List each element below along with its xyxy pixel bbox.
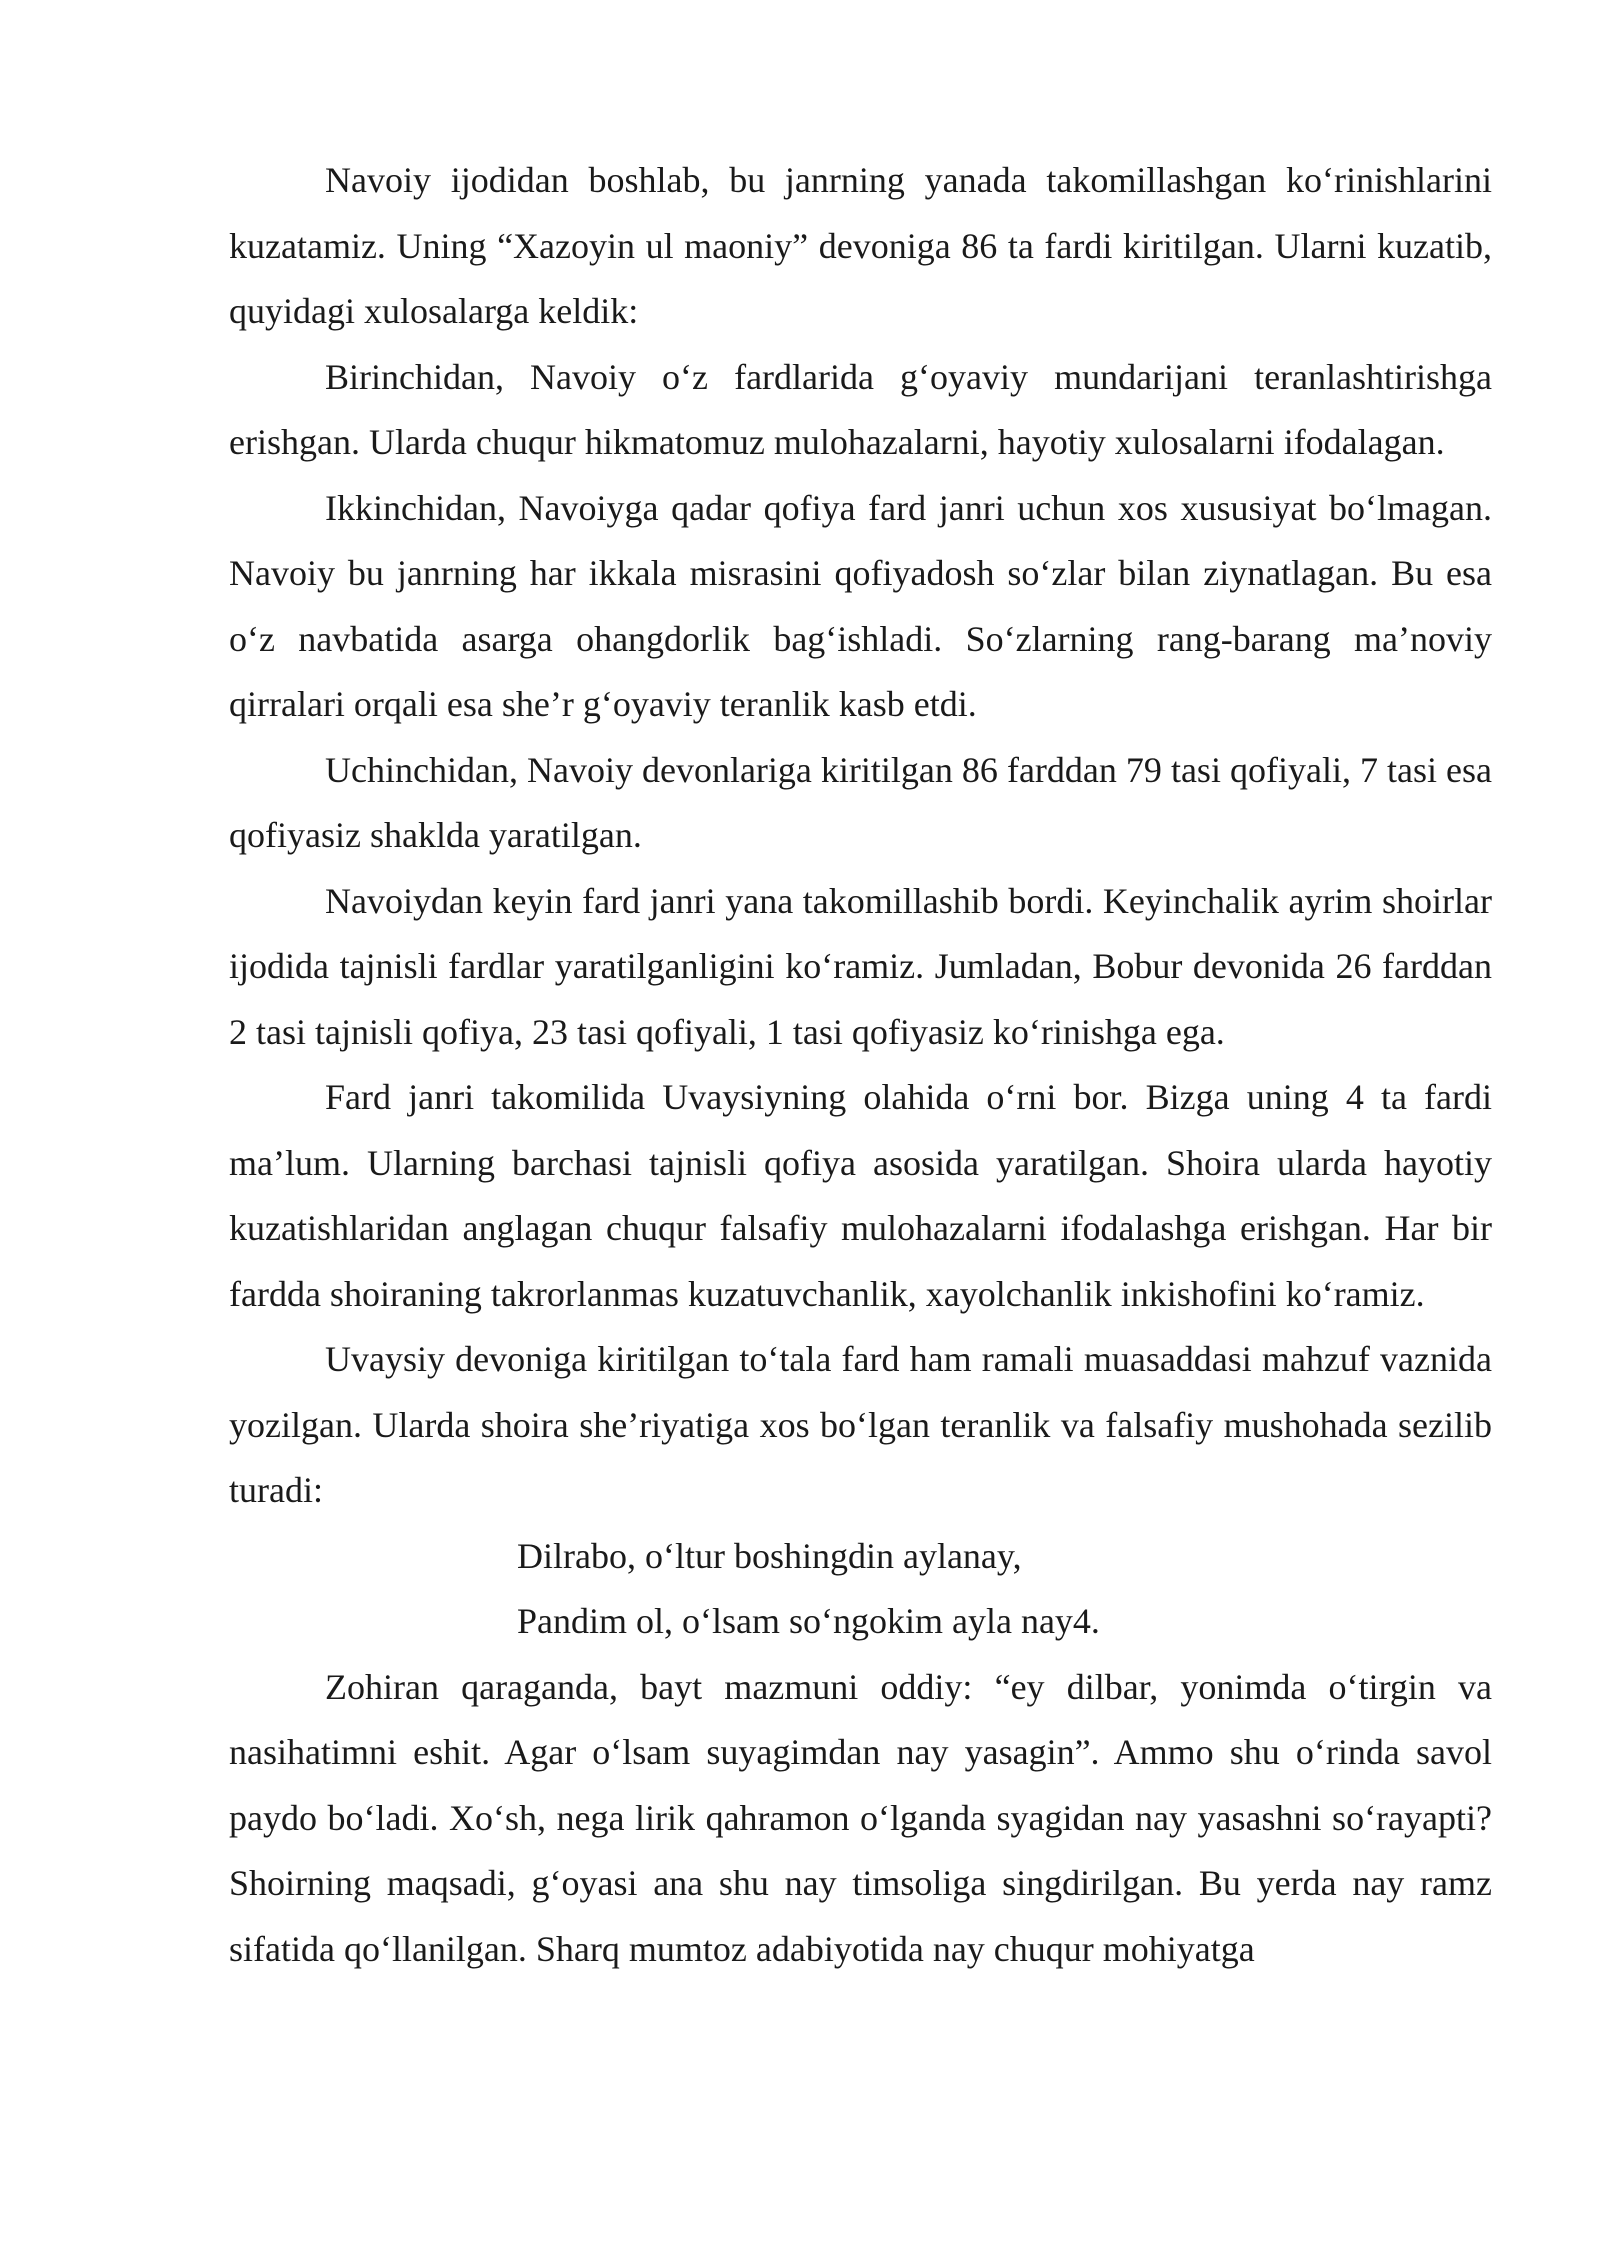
- paragraph-uvaysiy-devon: Uvaysiy devoniga kiritilgan to‘tala fard ham ramali muasaddasi mahzuf vaznida yozilgan. Ularda shoira she’riyatiga xos bo‘lgan teranlik va falsafiy mushohada sezilib turadi:: [229, 1339, 1492, 1510]
- verse-line-2: Pandim ol, o‘lsam so‘ngokim ayla nay4.: [517, 1601, 1100, 1641]
- paragraph-zohiran: Zohiran qaraganda, bayt mazmuni oddiy: “ey dilbar, yonimda o‘tirgin va nasihatimni eshit. Agar o‘lsam suyagimdan nay yasagin”. Ammo shu o‘rinda savol paydo bo‘ladi. Xo‘sh, nega lirik qahramon o‘lganda syagidan nay yasashni so‘rayapti? Shoirning maqsadi, g‘oyasi ana shu nay timsoliga singdirilgan. Bu yerda nay ramz sifatida qo‘llanilgan. Sharq mumtoz adabiyotida nay chuqur mohiyatga: [229, 1666, 1492, 1969]
- paragraph-uchinchidan: Uchinchidan, Navoiy devonlariga kiritilgan 86 farddan 79 tasi qofiyali, 7 tasi esa qofiyasiz shaklda yaratilgan.: [229, 749, 1492, 855]
- body-text: [229, 148, 1492, 1982]
- verse-line-1: Dilrabo, o‘ltur boshingdin aylanay,: [517, 1535, 1022, 1576]
- paragraph-navoiydan-keyin: Navoiydan keyin fard janri yana takomillashib bordi. Keyinchalik ayrim shoirlar ijodida tajnisli fardlar yaratilganligini ko‘ramiz. Jumladan, Bobur devonida 26 farddan 2 tasi tajnisli qofiya, 23 tasi qofiyali, 1 tasi qofiyasiz ko‘rinishga ega.: [229, 880, 1492, 1052]
- paragraph-ikkinchidan: Ikkinchidan, Navoiyga qadar qofiya fard janri uchun xos xususiyat bo‘lmagan. Navoiy bu janrning har ikkala misrasini qofiyadosh so‘zlar bilan ziynatlagan. Bu esa o‘z navbatida asarga ohangdorlik bag‘ishladi. So‘zlarning rang-barang ma’noviy qirralari orqali esa she’r g‘oyaviy teranlik kasb etdi.: [229, 487, 1492, 724]
- paragraph-birinchidan: Birinchidan, Navoiy o‘z fardlarida g‘oyaviy mundarijani teranlashtirishga erishgan. Ularda chuqur hikmatomuz mulohazalarni, hayotiy xulosalarni ifodalagan.: [229, 356, 1492, 462]
- paragraph-navoiy-intro: Navoiy ijodidan boshlab, bu janrning yanada takomillashgan ko‘rinishlarini kuzatamiz. Uning “Xazoyin ul maoniy” devoniga 86 ta fardi kiritilgan. Ularni kuzatib, quyidagi xulosalarga keldik:: [229, 160, 1492, 331]
- paragraph-uvaysiy-fard: Fard janri takomilida Uvaysiyning olahida o‘rni bor. Bizga uning 4 ta fardi ma’lum. Ularning barchasi tajnisli qofiya asosida yaratilgan. Shoira ularda hayotiy kuzatishlaridan anglagan chuqur falsafiy mulohazalarni ifodalashga erishgan. Har bir fardda shoiraning takrorlanmas kuzatuvchanlik, xayolchanlik inkishofini ko‘ramiz.: [229, 1077, 1492, 1314]
